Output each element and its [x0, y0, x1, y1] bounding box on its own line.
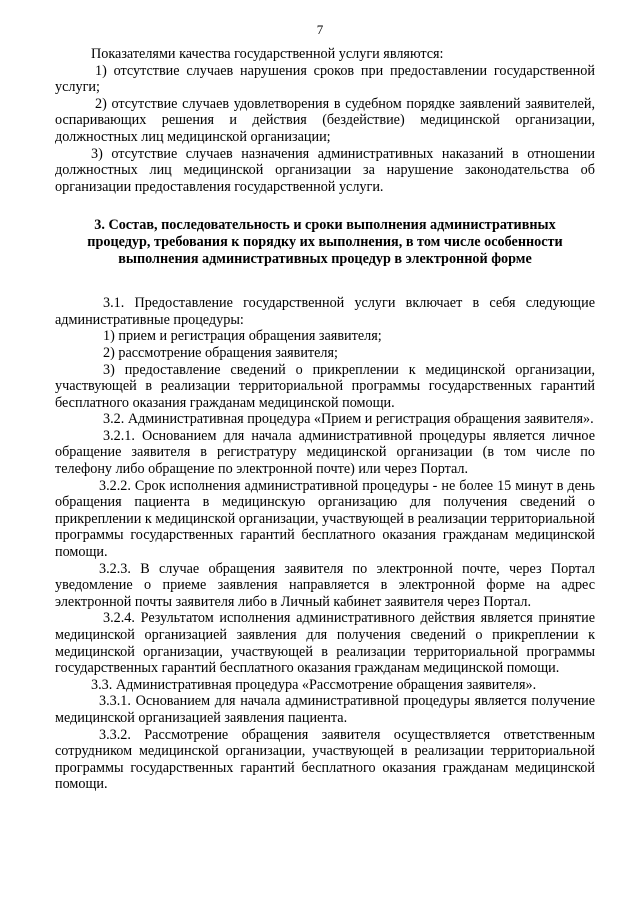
- quality-indicators-intro: Показателями качества государственной услуги являются:: [91, 46, 444, 62]
- quality-indicator-1: 1) отсутствие случаев нарушения сроков при предоставлении государственной услуги;: [55, 62, 595, 96]
- procedure-item-3: 3) предоставление сведений о прикреплении к медицинской организации, участвующей в реализации территориальной программы государственных гарантий бесплатного оказания гражданам медицинской помощи.: [55, 361, 595, 411]
- paragraph-3-2: 3.2. Административная процедура «Прием и регистрация обращения заявителя».: [103, 411, 594, 428]
- paragraph-3-3-1: 3.3.1. Основанием для начала административной процедуры является получение медицинской организацией заявления пациента.: [55, 693, 595, 726]
- paragraph-3-2-4: 3.2.4. Результатом исполнения административного действия является принятие медицинской организацией заявления для получения сведений о прикреплении к медицинской организации, участвующей в реализации территориальной программы государственных гарантий бесплатного оказания гражданам медицинской помощи.: [55, 610, 595, 677]
- quality-indicator-2: 2) отсутствие случаев удовлетворения в судебном порядке заявлений заявителей, оспаривающих решения и действия (бездействие) медицинской организации, должностных лиц медицинской организации;: [55, 95, 595, 145]
- procedure-item-1: 1) прием и регистрация обращения заявителя;: [103, 328, 382, 345]
- document-body: [55, 46, 595, 793]
- paragraph-3-2-2: 3.2.2. Срок исполнения административной процедуры - не более 15 минут в день обращения пациента в медицинскую организацию для получения сведений о прикреплении к медицинской организации, участвующей в реализации территориальной программы государственных гарантий бесплатного оказания гражданам медицинской помощи.: [55, 477, 595, 561]
- paragraph-3-2-3: 3.2.3. В случае обращения заявителя по электронной почте, через Портал уведомление о приеме заявления направляется в электронной форме на адрес электронной почты заявителя либо в Личный кабинет заявителя через Портал.: [55, 560, 595, 610]
- page-number: 7: [316, 22, 324, 37]
- paragraph-3-2-1: 3.2.1. Основанием для начала административной процедуры является личное обращение заявителя в регистратуру медицинской организации (в том числе по телефону либо обращение по электронной почте) или через Портал.: [55, 427, 595, 478]
- procedure-item-2: 2) рассмотрение обращения заявителя;: [103, 344, 338, 361]
- paragraph-3-3-2: 3.3.2. Рассмотрение обращения заявителя осуществляется ответственным сотрудником медицинской организации, участвующей в реализации территориальной программы государственных гарантий бесплатного оказания гражданам медицинской помощи.: [55, 726, 595, 793]
- paragraph-3-1: 3.1. Предоставление государственной услуги включает в себя следующие административные процедуры:: [55, 295, 595, 328]
- paragraph-3-3: 3.3. Административная процедура «Рассмотрение обращения заявителя».: [91, 676, 537, 693]
- section-heading: 3. Состав, последовательность и сроки выполнения административных процедур, требования к порядку их выполнения, в том числе особенности выполнения административных процедур в электронной форме: [87, 217, 563, 267]
- quality-indicator-3: 3) отсутствие случаев назначения административных наказаний в отношении должностных лиц медицинской организации за нарушение законодательства об организации предоставления государственной услуги.: [55, 145, 595, 195]
